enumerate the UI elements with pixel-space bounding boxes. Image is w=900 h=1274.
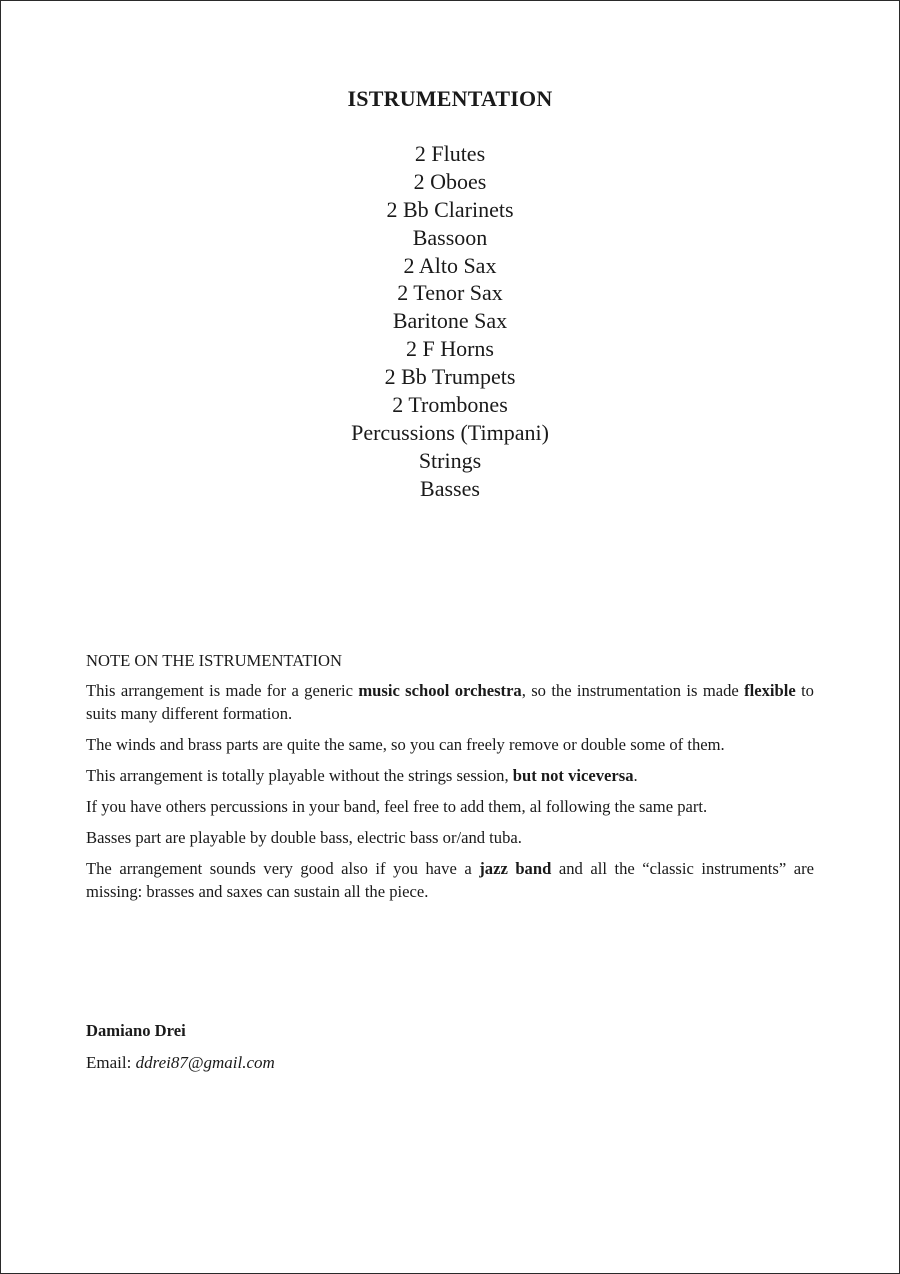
instrument-item: 2 Oboes [413, 168, 487, 194]
instrument-item: Percussions (Timpani) [351, 419, 549, 445]
notes-heading: NOTE ON THE ISTRUMENTATION [86, 651, 343, 670]
note-text: The arrangement sounds very good also if you have a [86, 859, 480, 878]
note-emphasis: but not viceversa [512, 766, 634, 785]
instrument-item: Basses [420, 475, 480, 501]
instrument-item: 2 Flutes [414, 141, 486, 166]
note-text: and all the “classic instruments” are missing: brasses and saxes can sustain all the piece. [86, 859, 814, 901]
author-name: Damiano Drei [86, 1021, 186, 1040]
note-text: This arrangement is made for a generic [86, 681, 359, 700]
email-address: ddrei87@gmail.com [135, 1053, 275, 1072]
note-emphasis: jazz band [479, 859, 552, 878]
note-paragraph: If you have others percussions in your band, feel free to add them, al following the same part. [86, 797, 708, 816]
note-paragraph [86, 764, 814, 787]
note-paragraph [86, 679, 814, 725]
notes-section [86, 649, 814, 911]
note-text: to suits many different formation. [86, 681, 814, 723]
instrument-item: 2 Alto Sax [403, 252, 497, 278]
note-paragraph: The winds and brass parts are quite the same, so you can freely remove or double some of them. [86, 735, 725, 754]
note-text: . [633, 766, 638, 785]
instrument-item: Bassoon [412, 224, 488, 250]
instrument-item: Strings [418, 447, 482, 473]
note-emphasis: flexible [744, 681, 796, 700]
instrument-item: 2 F Horns [405, 336, 494, 362]
email-line [86, 1053, 275, 1073]
email-label: Email: [86, 1053, 136, 1072]
note-paragraph [86, 857, 814, 903]
instrument-item: 2 Trombones [392, 392, 508, 418]
page-title: ISTRUMENTATION [347, 86, 553, 111]
instrument-item: Baritone Sax [392, 308, 508, 334]
note-text: , so the instrumentation is made [521, 681, 745, 700]
instrument-list [0, 140, 900, 503]
instrument-item: 2 Tenor Sax [397, 280, 503, 306]
note-text: This arrangement is totally playable without the strings session, [86, 766, 513, 785]
instrument-item: 2 Bb Clarinets [386, 196, 514, 222]
note-emphasis: music school orchestra [358, 681, 522, 700]
note-paragraph: Basses part are playable by double bass, electric bass or/and tuba. [86, 828, 522, 847]
instrument-item: 2 Bb Trumpets [384, 364, 516, 390]
